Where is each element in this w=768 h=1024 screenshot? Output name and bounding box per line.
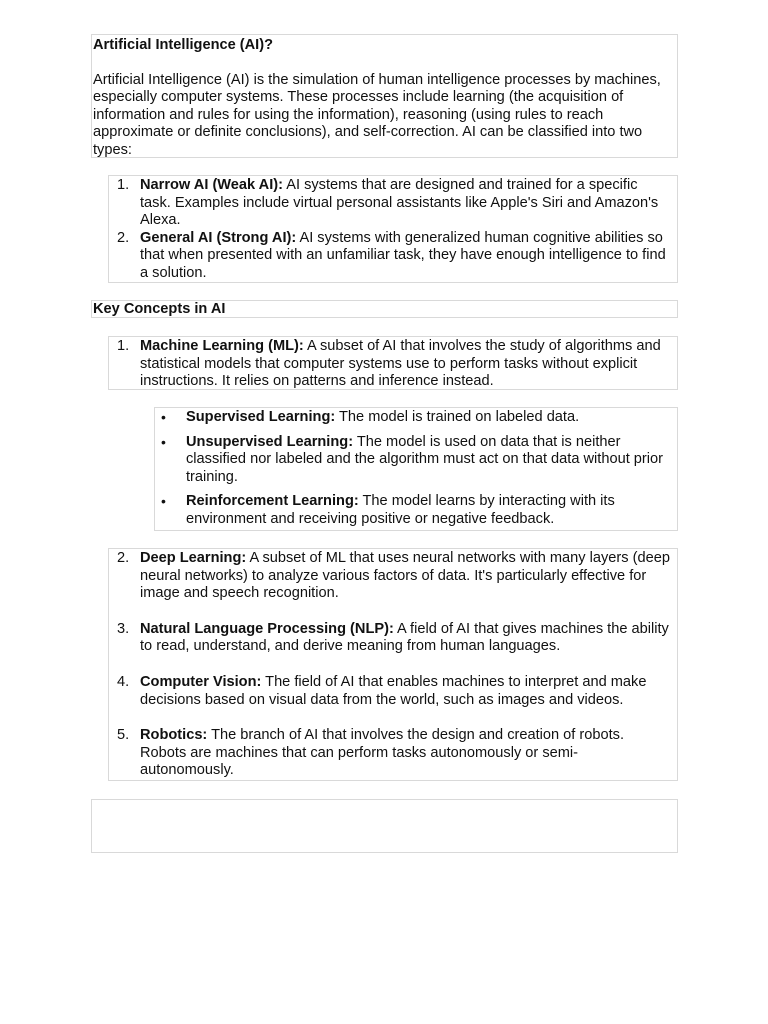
- intro-heading: Artificial Intelligence (AI)?: [93, 37, 274, 53]
- definition-narrow-ai: AI systems that are designed and trained for a specific task. Examples include virtual personal assistants like Apple's Siri and Amazon's Alexa.: [140, 177, 659, 229]
- term-narrow-ai: Narrow AI (Weak AI):: [140, 177, 283, 193]
- list-number: 5.: [117, 727, 130, 744]
- definition-supervised-learning: The model is trained on labeled data.: [335, 409, 580, 425]
- definition-robotics: The branch of AI that involves the design and creation of robots. Robots are machines that can perform tasks autonomously or semi-autonomously.: [140, 727, 625, 779]
- list-number: 1.: [117, 177, 130, 193]
- list-item-narrow-ai: [109, 177, 677, 230]
- list-number: 4.: [117, 673, 130, 690]
- intro-section: [91, 34, 678, 158]
- list-item-nlp: [109, 621, 677, 656]
- list-item-computer-vision: [109, 674, 677, 709]
- term-supervised-learning: Supervised Learning:: [186, 409, 336, 425]
- ai-types-list: [108, 175, 678, 283]
- key-concepts-heading-section: [91, 300, 678, 318]
- definition-general-ai: AI systems with generalized human cognitive abilities so that when presented with an unfamiliar task, they have enough intelligence to find a solution.: [140, 229, 666, 281]
- definition-machine-learning: A subset of AI that involves the study of algorithms and statistical models that computer systems use to perform tasks without explicit instructions. It relies on patterns and inference instead.: [140, 338, 661, 390]
- list-number: 2.: [117, 550, 130, 566]
- definition-computer-vision: The field of AI that enables machines to interpret and make decisions based on visual data from the world, such as images and videos.: [140, 673, 647, 708]
- bullet: •: [161, 493, 166, 510]
- list-item-reinforcement-learning: [155, 493, 677, 528]
- term-unsupervised-learning: Unsupervised Learning:: [186, 433, 354, 450]
- definition-unsupervised-learning: The model is used on data that is neither classified nor labeled and the algorithm must act on that data without prior training.: [186, 433, 663, 485]
- ai-concepts-list: [108, 548, 678, 781]
- list-item-general-ai: [109, 230, 677, 283]
- list-number: 3.: [117, 620, 130, 637]
- term-general-ai: General AI (Strong AI):: [140, 229, 297, 246]
- term-deep-learning: Deep Learning:: [140, 550, 247, 566]
- list-item-robotics: [109, 727, 677, 780]
- key-concepts-heading: Key Concepts in AI: [93, 301, 226, 317]
- list-item-supervised-learning: [155, 409, 677, 427]
- term-robotics: Robotics:: [140, 727, 208, 744]
- list-number: 1.: [117, 338, 130, 354]
- term-machine-learning: Machine Learning (ML):: [140, 338, 304, 354]
- list-item-machine-learning: [109, 338, 677, 391]
- empty-text-box: [91, 799, 678, 853]
- definition-reinforcement-learning: The model learns by interacting with its environment and receiving positive or negative feedback.: [186, 493, 615, 527]
- definition-nlp: A field of AI that gives machines the ability to read, understand, and derive meaning from human languages.: [140, 620, 669, 655]
- machine-learning-section: [108, 336, 678, 390]
- list-item-unsupervised-learning: [155, 434, 677, 487]
- term-computer-vision: Computer Vision:: [140, 673, 262, 690]
- intro-paragraph: Artificial Intelligence (AI) is the simulation of human intelligence processes by machines, especially computer systems. These processes include learning (the acquisition of information and rules for using the information), reasoning (using rules to reach approximate or definite conclusions), and self-correction. AI can be classified into two types:: [93, 71, 661, 158]
- term-nlp: Natural Language Processing (NLP):: [140, 620, 394, 637]
- bullet: •: [161, 409, 166, 425]
- learning-types-list: [154, 407, 678, 531]
- bullet: •: [161, 433, 166, 450]
- term-reinforcement-learning: Reinforcement Learning:: [186, 493, 359, 510]
- list-item-deep-learning: [109, 550, 677, 603]
- list-number: 2.: [117, 229, 130, 246]
- definition-deep-learning: A subset of ML that uses neural networks with many layers (deep neural networks) to analyze various factors of data. It's particularly effective for image and speech recognition.: [140, 550, 670, 602]
